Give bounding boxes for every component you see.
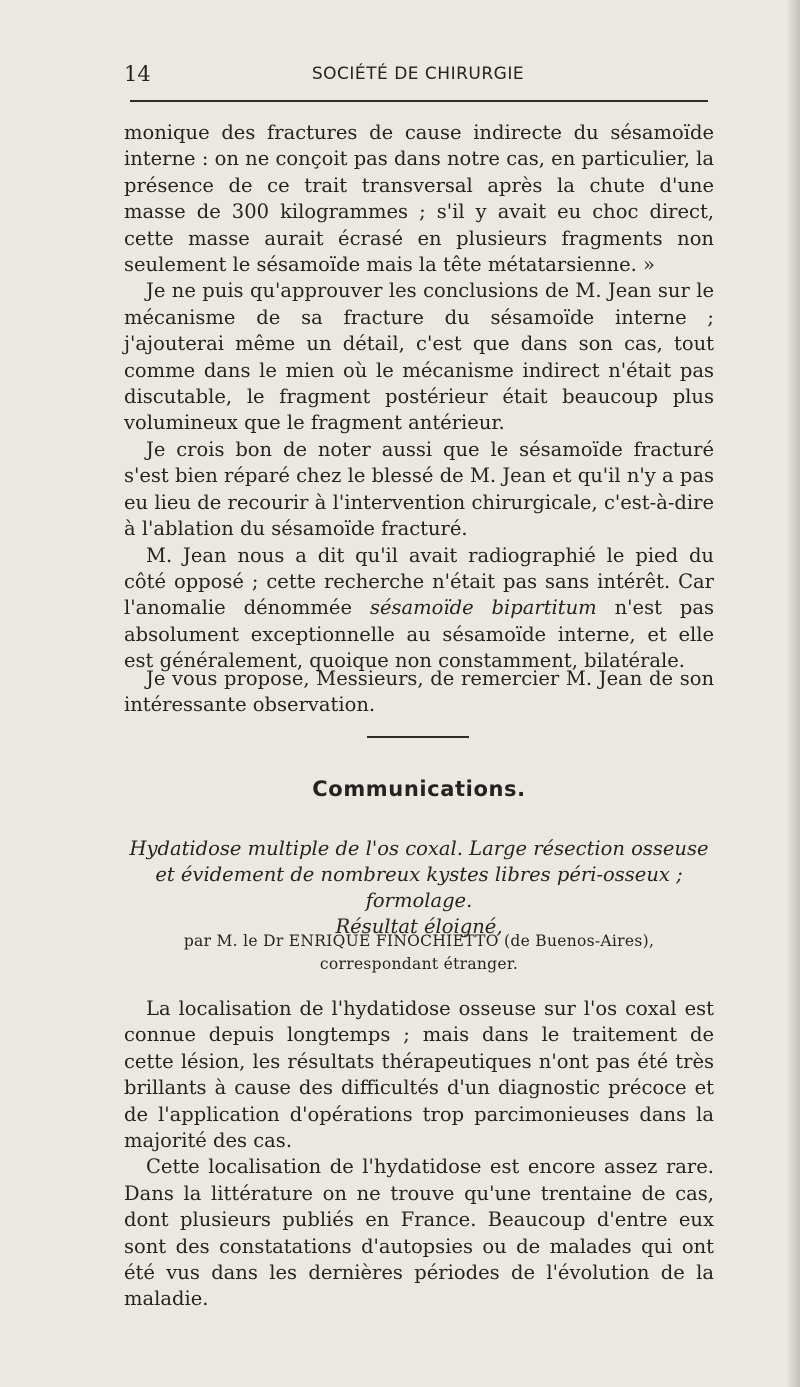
- section-divider: [367, 736, 469, 738]
- author-affiliation: correspondant étranger.: [319, 955, 519, 973]
- paragraph: La localisation de l'hydatidose osseuse sur l'os coxal est connue depuis longtemps ; mais dans le traitement de cette lésion, les résultats thérapeutiques n'ont pas été très brillants à cause des difficultés d'un diagnostic précoce et de l'application d'opérations trop parcimonieuses dans la majorité des cas.: [124, 997, 714, 1153]
- paragraph: Je crois bon de noter aussi que le sésamoïde fracturé s'est bien réparé chez le blessé de M. Jean et qu'il n'y a pas eu lieu de recourir à l'intervention chirurgicale, c'est-à-dire à l'ablation du sésamoïde fracturé.: [124, 437, 714, 541]
- title-line: et évidement de nombreux kystes libres péri-osseux ; formolage.: [155, 863, 683, 912]
- communication-text: [124, 996, 714, 1313]
- paragraph: monique des fractures de cause indirecte du sésamoïde interne : on ne conçoit pas dans notre cas, en particulier, la présence de ce trait transversal après la chute d'une masse de 300 kilogrammes ; s'il y avait eu choc direct, cette masse aurait écrasé en plusieurs fragments non seulement le sésamoïde mais la tête métatarsienne. »: [124, 121, 714, 277]
- title-line: Résultat éloigné,: [335, 915, 503, 938]
- page-number: 14: [124, 62, 151, 86]
- author-byline: [124, 930, 714, 976]
- paragraph: [124, 543, 714, 675]
- header-rule: [130, 100, 708, 102]
- paragraph: Je vous propose, Messieurs, de remercier M. Jean de son intéressante observation.: [124, 667, 714, 717]
- page-edge-shadow: [786, 0, 800, 1387]
- closing-text: [124, 666, 714, 719]
- paragraph: Cette localisation de l'hydatidose est encore assez rare. Dans la littérature on ne trouve qu'une trentaine de cas, dont plusieurs publiés en France. Beaucoup d'entre eux sont des constatations d'autopsies ou de malades qui ont été vus dans les dernières périodes de l'évolution de la maladie.: [124, 1155, 714, 1311]
- running-head: SOCIÉTÉ DE CHIRURGIE: [311, 64, 525, 84]
- title-line: Hydatidose multiple de l'os coxal. Large résection osseuse: [129, 837, 709, 860]
- author-line: par M. le Dr ENRIQUE FINOCHIETTO (de Buenos-Aires),: [183, 932, 655, 950]
- communication-title: [124, 836, 714, 940]
- paragraph-text: n'est pas absolument exceptionnelle au sésamoïde interne, et elle est généralement, quoique non constamment, bilatérale.: [124, 596, 714, 673]
- paragraph-text: M. Jean nous a dit qu'il avait radiographié le pied du côté opposé ; cette recherche n'était pas sans intérêt. Car l'anomalie dénommée: [124, 543, 714, 620]
- paragraph: Je ne puis qu'approuver les conclusions de M. Jean sur le mécanisme de sa fracture du sésamoïde interne ; j'ajouterai même un détail, c'est que dans son cas, tout comme dans le mien où le mécanisme indirect n'était pas discutable, le fragment postérieur était beaucoup plus volumineux que le fragment antérieur.: [124, 279, 714, 435]
- italic-term: sésamoïde bipartitum: [369, 596, 597, 620]
- page-header: [124, 62, 712, 88]
- section-heading: Communications.: [312, 777, 526, 801]
- discussion-text: [124, 120, 714, 675]
